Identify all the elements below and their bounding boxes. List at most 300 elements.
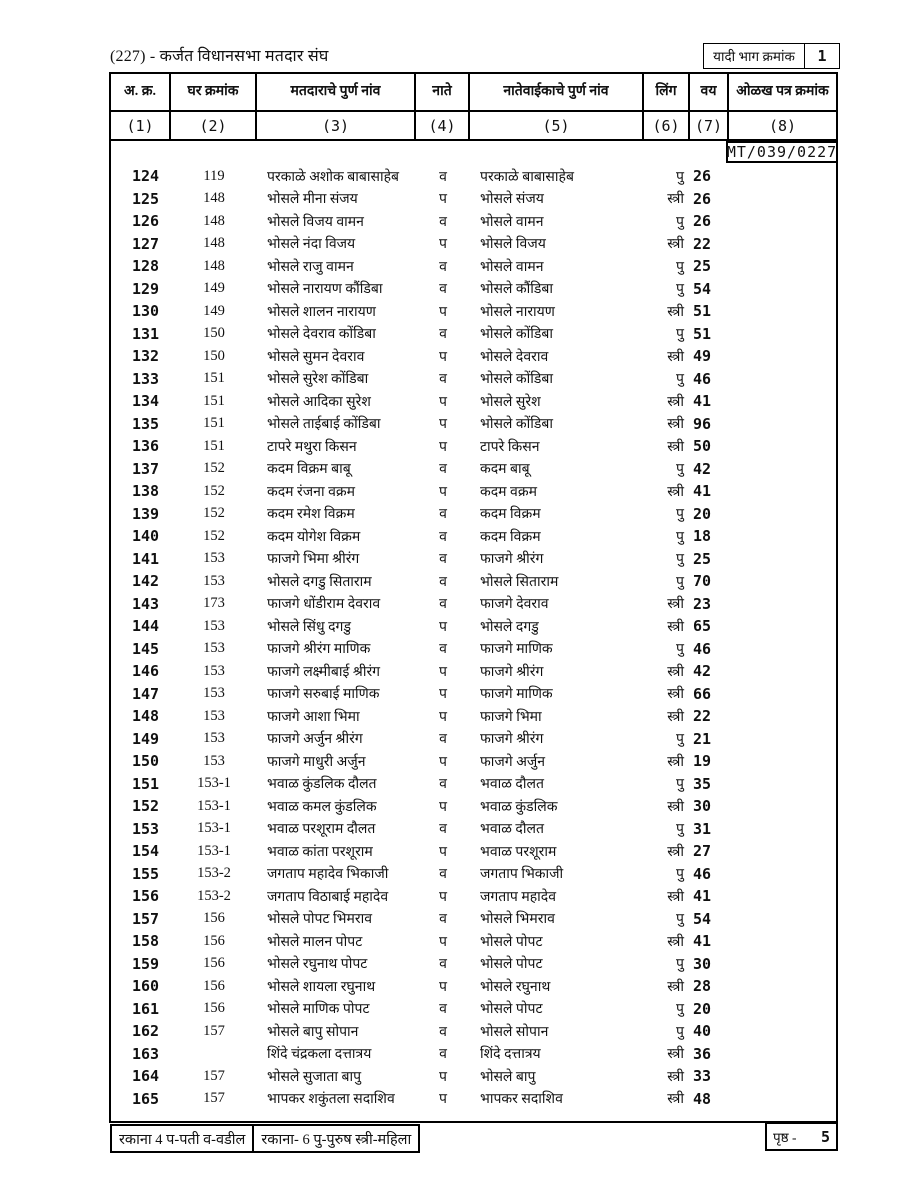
voter-name-cell: भोसले बापु सोपान — [267, 1024, 359, 1040]
gender-cell: पु — [676, 259, 684, 275]
relation-cell: व — [439, 169, 447, 185]
age-cell: 23 — [693, 594, 712, 613]
serial-cell: 133 — [132, 369, 160, 388]
column-number-8: (8) — [768, 116, 797, 135]
table-row — [111, 525, 836, 548]
relation-cell: व — [439, 259, 447, 275]
house-number-cell: 152 — [203, 505, 225, 522]
relative-name-cell: भोसले देवराव — [480, 349, 549, 365]
age-cell: 51 — [693, 302, 712, 321]
relation-cell: प — [439, 417, 447, 433]
table-row — [111, 660, 836, 683]
age-cell: 19 — [693, 752, 712, 771]
serial-cell: 130 — [132, 302, 160, 321]
header-age: वय — [690, 74, 729, 110]
gender-cell: पु — [676, 169, 684, 185]
table-row — [111, 300, 836, 323]
age-cell: 31 — [693, 819, 712, 838]
relative-name-cell: भवाळ दौलत — [480, 822, 544, 838]
footer-legend — [110, 1124, 420, 1153]
serial-cell: 137 — [132, 459, 160, 478]
voter-name-cell: भोसले दगडु सिताराम — [267, 574, 372, 590]
relation-cell: व — [439, 507, 447, 523]
relative-name-cell: फाजगे श्रीरंग — [480, 552, 544, 568]
gender-cell: पु — [676, 327, 684, 343]
age-cell: 33 — [693, 1067, 712, 1086]
relation-cell: प — [439, 687, 447, 703]
table-row — [111, 255, 836, 278]
serial-cell: 163 — [132, 1044, 160, 1063]
table-row — [111, 480, 836, 503]
header-relative-name: नातेवाईकाचे पुर्ण नांव — [470, 74, 644, 110]
house-number-cell: 151 — [203, 370, 225, 387]
relative-name-cell: भोसले संजय — [480, 192, 544, 208]
serial-cell: 160 — [132, 977, 160, 996]
serial-cell: 127 — [132, 234, 160, 253]
gender-cell: स्त्री — [667, 349, 684, 365]
voter-name-cell: भोसले विजय वामन — [267, 214, 364, 230]
list-part-value: 1 — [817, 47, 827, 65]
voter-name-cell: भोसले देवराव कोंडिबा — [267, 327, 376, 343]
gender-cell: पु — [676, 507, 684, 523]
age-cell: 46 — [693, 639, 712, 658]
voter-name-cell: भवाळ परशूराम दौलत — [267, 822, 376, 838]
gender-cell: स्त्री — [667, 687, 684, 703]
list-part-label: यादी भाग क्रमांक — [704, 44, 805, 68]
table-row — [111, 548, 836, 571]
page-number-value: 5 — [820, 1127, 830, 1146]
relation-cell: प — [439, 979, 447, 995]
age-cell: 36 — [693, 1044, 712, 1063]
table-row — [111, 233, 836, 256]
age-cell: 27 — [693, 842, 712, 861]
gender-cell: पु — [676, 732, 684, 748]
table-row — [111, 435, 836, 458]
gender-cell: स्त्री — [667, 1047, 684, 1063]
table-row — [111, 953, 836, 976]
age-cell: 54 — [693, 279, 712, 298]
house-number-cell: 153 — [203, 640, 225, 657]
gender-cell: स्त्री — [667, 192, 684, 208]
serial-cell: 144 — [132, 617, 160, 636]
relative-name-cell: फाजगे माणिक — [480, 642, 553, 658]
serial-cell: 155 — [132, 864, 160, 883]
table-row — [111, 345, 836, 368]
serial-cell: 164 — [132, 1067, 160, 1086]
age-cell: 70 — [693, 572, 712, 591]
age-cell: 25 — [693, 549, 712, 568]
serial-cell: 157 — [132, 909, 160, 928]
relation-cell: प — [439, 889, 447, 905]
relative-name-cell: भोसले सिताराम — [480, 574, 559, 590]
serial-cell: 158 — [132, 932, 160, 951]
gender-cell: स्त्री — [667, 664, 684, 680]
relative-name-cell: भोसले पोपट — [480, 934, 543, 950]
table-row — [111, 368, 836, 391]
relative-name-cell: भोसले पोपट — [480, 957, 543, 973]
house-number-cell: 153-1 — [197, 797, 231, 814]
serial-cell: 125 — [132, 189, 160, 208]
relation-cell: व — [439, 529, 447, 545]
relation-cell: व — [439, 732, 447, 748]
relation-cell: व — [439, 282, 447, 298]
column-number-6: (6) — [644, 112, 690, 139]
relation-cell: प — [439, 304, 447, 320]
column-number-7: (7) — [690, 112, 729, 139]
header-voter-name: मतदाराचे पुर्ण नांव — [257, 74, 416, 110]
header-id-number: ओळख पत्र क्रमांक — [736, 84, 829, 100]
table-row — [111, 323, 836, 346]
house-number-cell: 153-1 — [197, 820, 231, 837]
age-cell: 20 — [693, 504, 712, 523]
age-cell: 49 — [693, 347, 712, 366]
relation-cell: प — [439, 192, 447, 208]
footer-legend-relation: रकाना 4 प-पती व-वडील — [119, 1131, 246, 1148]
gender-cell: स्त्री — [667, 709, 684, 725]
gender-cell: पु — [676, 282, 684, 298]
age-cell: 22 — [693, 707, 712, 726]
gender-cell: पु — [676, 822, 684, 838]
gender-cell: पु — [676, 552, 684, 568]
age-cell: 50 — [693, 437, 712, 456]
gender-cell: स्त्री — [667, 889, 684, 905]
voter-name-cell: फाजगे धोंडीराम देवराव — [267, 597, 381, 613]
serial-cell: 150 — [132, 752, 160, 771]
house-number-cell: 153-1 — [197, 775, 231, 792]
relative-name-cell: भोसले भिमराव — [480, 912, 555, 928]
age-cell: 28 — [693, 977, 712, 996]
relation-cell: व — [439, 912, 447, 928]
voter-name-cell: भवाळ कुंडलिक दौलत — [267, 777, 377, 793]
gender-cell: स्त्री — [667, 484, 684, 500]
house-number-cell: 153 — [203, 707, 225, 724]
age-cell: 21 — [693, 729, 712, 748]
voter-name-cell: फाजगे आशा भिमा — [267, 709, 360, 725]
relation-cell: व — [439, 327, 447, 343]
relative-name-cell: भोसले दगडु — [480, 619, 539, 635]
gender-cell: स्त्री — [667, 304, 684, 320]
house-number-cell: 153-2 — [197, 887, 231, 904]
house-number-cell: 149 — [203, 280, 225, 297]
voter-name-cell: फाजगे अर्जुन श्रीरंग — [267, 732, 363, 748]
table-row — [111, 503, 836, 526]
table-row — [111, 683, 836, 706]
relative-name-cell: फाजगे माणिक — [480, 687, 553, 703]
serial-cell: 136 — [132, 437, 160, 456]
gender-cell: स्त्री — [667, 417, 684, 433]
voter-name-cell: फाजगे माधुरी अर्जुन — [267, 754, 366, 770]
relation-cell: प — [439, 1069, 447, 1085]
table-row — [111, 210, 836, 233]
table-row — [111, 593, 836, 616]
relative-name-cell: जगताप भिकाजी — [480, 867, 564, 883]
house-number-cell: 148 — [203, 190, 225, 207]
age-cell: 18 — [693, 527, 712, 546]
table-row — [111, 638, 836, 661]
relative-name-cell: भोसले बापु — [480, 1069, 536, 1085]
relation-cell: व — [439, 642, 447, 658]
age-cell: 41 — [693, 887, 712, 906]
relation-cell: प — [439, 799, 447, 815]
table-row — [111, 458, 836, 481]
gender-cell: पु — [676, 912, 684, 928]
header-house-number: घर क्रमांक — [171, 74, 257, 110]
serial-cell: 132 — [132, 347, 160, 366]
house-number-cell: 152 — [203, 527, 225, 544]
house-number-cell: 153 — [203, 617, 225, 634]
relative-name-cell: शिंदे दत्तात्रय — [480, 1047, 541, 1063]
house-number-cell: 157 — [203, 1022, 225, 1039]
relative-name-cell: भापकर सदाशिव — [480, 1092, 563, 1108]
serial-cell: 139 — [132, 504, 160, 523]
gender-cell: पु — [676, 957, 684, 973]
age-cell: 22 — [693, 234, 712, 253]
house-number-cell: 148 — [203, 235, 225, 252]
house-number-cell: 153 — [203, 662, 225, 679]
voter-name-cell: भोसले नंदा विजय — [267, 237, 356, 253]
serial-cell: 142 — [132, 572, 160, 591]
table-row — [111, 1065, 836, 1088]
voter-name-cell: भोसले नारायण कौंडिबा — [267, 282, 383, 298]
footer-legend-gender: रकाना- 6 पु-पुरुष स्त्री-महिला — [252, 1126, 418, 1151]
house-number-cell: 148 — [203, 212, 225, 229]
serial-cell: 149 — [132, 729, 160, 748]
relative-name-cell: भोसले नारायण — [480, 304, 555, 320]
voter-name-cell: भोसले सुमन देवराव — [267, 349, 365, 365]
relation-cell: प — [439, 439, 447, 455]
serial-cell: 151 — [132, 774, 160, 793]
serial-cell: 147 — [132, 684, 160, 703]
age-cell: 46 — [693, 369, 712, 388]
column-number-2: (2) — [171, 112, 257, 139]
relation-cell: प — [439, 237, 447, 253]
age-cell: 26 — [693, 167, 712, 186]
voter-name-cell: कदम विक्रम बाबू — [267, 462, 351, 478]
house-number-cell: 156 — [203, 1000, 225, 1017]
table-header-number-row — [111, 112, 836, 141]
voter-name-cell: भोसले माणिक पोपट — [267, 1002, 370, 1018]
house-number-cell: 153 — [203, 730, 225, 747]
age-cell: 40 — [693, 1022, 712, 1041]
age-cell: 41 — [693, 392, 712, 411]
age-cell: 65 — [693, 617, 712, 636]
relative-name-cell: कदम बाबू — [480, 462, 530, 478]
age-cell: 41 — [693, 932, 712, 951]
age-cell: 30 — [693, 954, 712, 973]
voter-name-cell: कदम रंजना वक्रम — [267, 484, 355, 500]
age-cell: 51 — [693, 324, 712, 343]
house-number-cell: 150 — [203, 325, 225, 342]
table-body — [111, 141, 836, 1121]
age-cell: 96 — [693, 414, 712, 433]
relative-name-cell: फाजगे भिमा — [480, 709, 542, 725]
age-cell: 42 — [693, 662, 712, 681]
relation-cell: व — [439, 867, 447, 883]
relative-name-cell: फाजगे अर्जुन — [480, 754, 546, 770]
voter-name-cell: जगताप विठाबाई महादेव — [267, 889, 389, 905]
gender-cell: स्त्री — [667, 237, 684, 253]
relation-cell: प — [439, 349, 447, 365]
serial-cell: 141 — [132, 549, 160, 568]
relative-name-cell: भोसले कोंडिबा — [480, 327, 554, 343]
column-number-5: (5) — [470, 112, 644, 139]
table-row — [111, 818, 836, 841]
age-cell: 41 — [693, 482, 712, 501]
voter-name-cell: भोसले ताईबाई कोंडिबा — [267, 417, 381, 433]
relative-name-cell: टापरे किसन — [480, 439, 540, 455]
relation-cell: व — [439, 822, 447, 838]
table-row — [111, 840, 836, 863]
serial-cell: 131 — [132, 324, 160, 343]
table-row — [111, 930, 836, 953]
relation-cell: व — [439, 1047, 447, 1063]
serial-cell: 126 — [132, 212, 160, 231]
voter-table — [109, 72, 838, 1123]
serial-cell: 124 — [132, 167, 160, 186]
relative-name-cell: कदम विक्रम — [480, 507, 541, 523]
column-number-1: (1) — [111, 112, 171, 139]
serial-cell: 154 — [132, 842, 160, 861]
serial-cell: 146 — [132, 662, 160, 681]
table-row — [111, 278, 836, 301]
relative-name-cell: परकाळे बाबासाहेब — [480, 169, 574, 185]
table-row — [111, 975, 836, 998]
table-row — [111, 705, 836, 728]
age-cell: 26 — [693, 189, 712, 208]
serial-cell: 140 — [132, 527, 160, 546]
voter-name-cell: भोसले मीना संजय — [267, 192, 358, 208]
relative-name-cell: जगताप महादेव — [480, 889, 556, 905]
serial-cell: 145 — [132, 639, 160, 658]
gender-cell: पु — [676, 574, 684, 590]
age-cell: 25 — [693, 257, 712, 276]
serial-cell: 153 — [132, 819, 160, 838]
relation-cell: व — [439, 777, 447, 793]
serial-cell: 152 — [132, 797, 160, 816]
table-row — [111, 165, 836, 188]
gender-cell: पु — [676, 642, 684, 658]
voter-name-cell: भापकर शकुंतला सदाशिव — [267, 1092, 395, 1108]
relative-name-cell: भोसले कोंडिबा — [480, 417, 554, 433]
table-row — [111, 413, 836, 436]
header-gender: लिंग — [644, 74, 690, 110]
gender-cell: पु — [676, 529, 684, 545]
voter-name-cell: भोसले पोपट भिमराव — [267, 912, 372, 928]
table-row — [111, 908, 836, 931]
relation-cell: प — [439, 484, 447, 500]
house-number-cell: 156 — [203, 910, 225, 927]
house-number-cell: 153-1 — [197, 842, 231, 859]
age-cell: 54 — [693, 909, 712, 928]
gender-cell: पु — [676, 214, 684, 230]
house-number-cell: 151 — [203, 437, 225, 454]
serial-cell: 159 — [132, 954, 160, 973]
relation-cell: व — [439, 1024, 447, 1040]
serial-cell: 134 — [132, 392, 160, 411]
page-number-box — [765, 1122, 838, 1151]
house-number-cell: 153 — [203, 685, 225, 702]
relative-name-cell: भोसले पोपट — [480, 1002, 543, 1018]
age-cell: 48 — [693, 1089, 712, 1108]
relative-name-cell: कदम वक्रम — [480, 484, 537, 500]
relative-name-cell: भवाळ परशूराम — [480, 844, 557, 860]
gender-cell: स्त्री — [667, 439, 684, 455]
table-row — [111, 728, 836, 751]
relative-name-cell: फाजगे देवराव — [480, 597, 549, 613]
house-number-cell: 153-2 — [197, 865, 231, 882]
table-row — [111, 1088, 836, 1111]
gender-cell: पु — [676, 777, 684, 793]
serial-cell: 138 — [132, 482, 160, 501]
serial-cell: 128 — [132, 257, 160, 276]
serial-cell: 143 — [132, 594, 160, 613]
table-row — [111, 1043, 836, 1066]
age-cell: 20 — [693, 999, 712, 1018]
gender-cell: स्त्री — [667, 597, 684, 613]
house-number-cell: 157 — [203, 1067, 225, 1084]
voter-name-cell: भोसले रघुनाथ पोपट — [267, 957, 368, 973]
voter-name-cell: परकाळे अशोक बाबासाहेब — [267, 169, 400, 185]
relative-name-cell: फाजगे श्रीरंग — [480, 732, 544, 748]
voter-name-cell: फाजगे भिमा श्रीरंग — [267, 552, 360, 568]
relative-name-cell: भोसले सुरेश — [480, 394, 541, 410]
voter-name-cell: टापरे मथुरा किसन — [267, 439, 357, 455]
voter-name-cell: भोसले मालन पोपट — [267, 934, 363, 950]
page-title: (227) - कर्जत विधानसभा मतदार संघ — [110, 48, 329, 65]
house-number-cell: 150 — [203, 347, 225, 364]
serial-cell: 148 — [132, 707, 160, 726]
table-row — [111, 390, 836, 413]
column-number-4: (4) — [416, 112, 470, 139]
relation-cell: व — [439, 214, 447, 230]
table-row — [111, 750, 836, 773]
relation-cell: व — [439, 462, 447, 478]
house-number-cell: 151 — [203, 392, 225, 409]
table-row — [111, 615, 836, 638]
gender-cell: स्त्री — [667, 844, 684, 860]
page-number-label: पृष्ठ - — [773, 1129, 797, 1145]
house-number-cell: 149 — [203, 302, 225, 319]
table-row — [111, 1020, 836, 1043]
table-row — [111, 998, 836, 1021]
house-number-cell: 152 — [203, 482, 225, 499]
relation-cell: व — [439, 372, 447, 388]
voter-name-cell: फाजगे सरुबाई माणिक — [267, 687, 380, 703]
voter-name-cell: जगताप महादेव भिकाजी — [267, 867, 389, 883]
relation-cell: प — [439, 394, 447, 410]
gender-cell: स्त्री — [667, 934, 684, 950]
voter-name-cell: कदम योगेश विक्रम — [267, 529, 361, 545]
relation-cell: प — [439, 934, 447, 950]
voter-name-cell: शिंदे चंद्रकला दत्तात्रय — [267, 1047, 372, 1063]
house-number-cell: 153 — [203, 572, 225, 589]
voter-name-cell: कदम रमेश विक्रम — [267, 507, 355, 523]
voter-name-cell: भोसले आदिका सुरेश — [267, 394, 371, 410]
house-number-cell: 152 — [203, 460, 225, 477]
house-number-cell: 173 — [203, 595, 225, 612]
relation-cell: प — [439, 619, 447, 635]
gender-cell: पु — [676, 462, 684, 478]
house-number-cell: 153 — [203, 752, 225, 769]
house-number-cell: 148 — [203, 257, 225, 274]
voter-name-cell: फाजगे श्रीरंग माणिक — [267, 642, 371, 658]
age-cell: 66 — [693, 684, 712, 703]
serial-cell: 165 — [132, 1089, 160, 1108]
house-number-cell: 156 — [203, 955, 225, 972]
relative-name-cell: फाजगे श्रीरंग — [480, 664, 544, 680]
gender-cell: स्त्री — [667, 979, 684, 995]
serial-cell: 156 — [132, 887, 160, 906]
